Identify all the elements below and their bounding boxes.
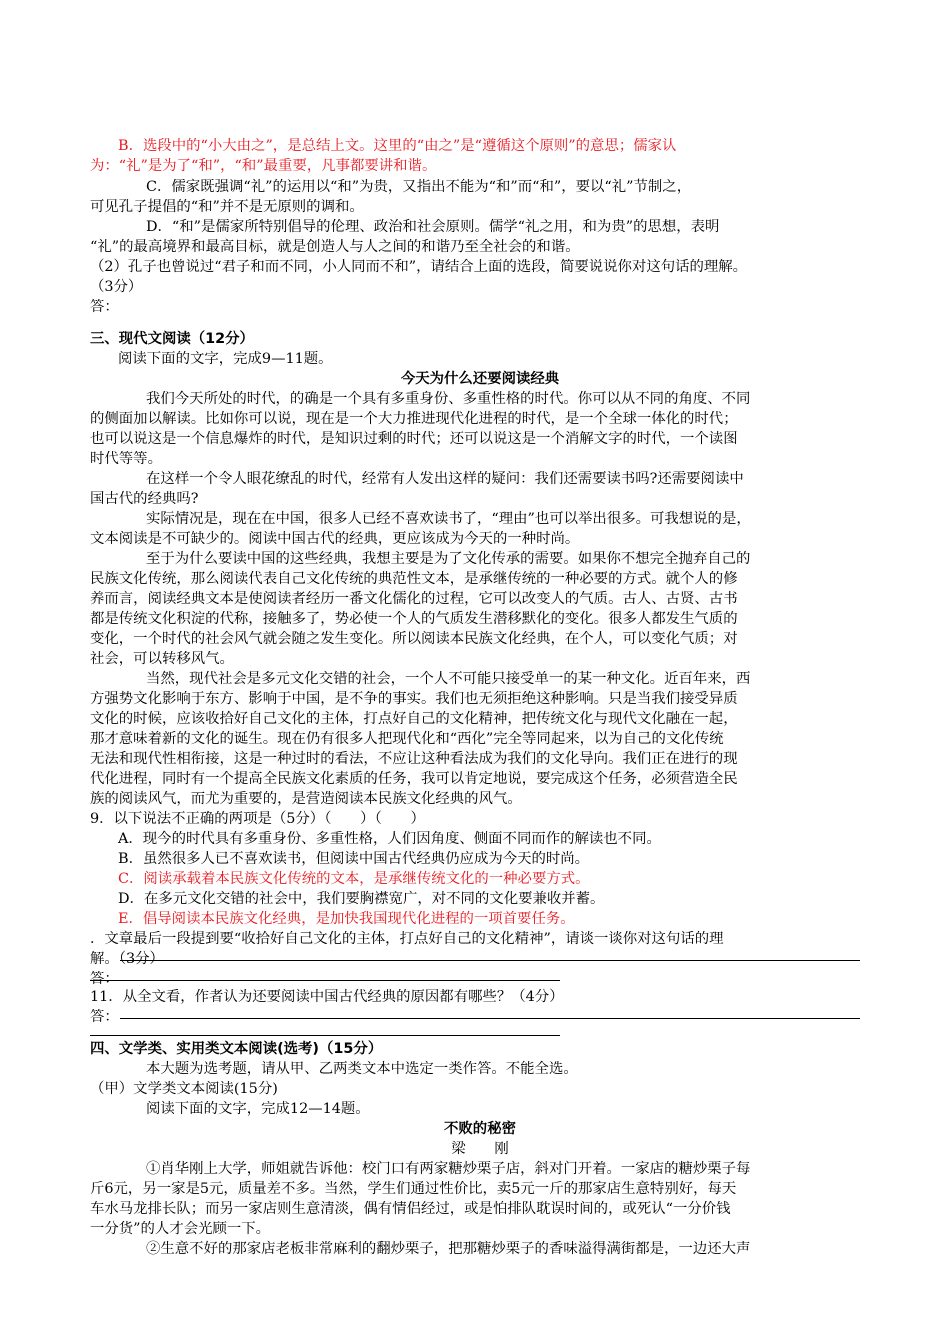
paragraph-line: 至于为什么要读中国的这些经典，我想主要是为了文化传承的需要。如果你不想完全抛弃自己的 xyxy=(146,551,751,567)
paragraph-line: 那才意味着新的文化的诞生。现在仍有很多人把现代化和“西化”完全等同起来，以为自己的文化传统 xyxy=(90,731,724,747)
paragraph-line: 在这样一个令人眼花缭乱的时代，经常有人发出这样的疑问：我们还需要读书吗?还需要阅读中 xyxy=(146,471,744,487)
article-title: 今天为什么还要阅读经典 xyxy=(400,371,560,387)
option-b-line-1: B．选段中的“小大由之”，是总结上文。这里的“由之”是“遵循这个原则”的意思；儒家认 xyxy=(118,138,677,154)
paragraph-line: 的侧面加以解读。比如你可以说，现在是一个大力推进现代化进程的时代，是一个全球一体化的时代； xyxy=(90,411,738,427)
paragraph-line: 当然，现代社会是多元文化交错的社会，一个人不可能只接受单一的某一种文化。近百年来，西 xyxy=(146,671,751,687)
paragraph-line: 族的阅读风气，而尤为重要的，是营造阅读本民族文化经典的风气。 xyxy=(90,791,522,807)
answer-line xyxy=(120,1018,860,1019)
question-10-stem: ．文章最后一段提到要“收拾好自己文化的主体，打点好自己的文化精神”，请谈一谈你对这句话的理 xyxy=(90,931,724,947)
story-paragraph-line: 一分货”的人才会光顾一下。 xyxy=(90,1221,271,1237)
story-paragraph-line: 车水马龙排长队；而另一家店则生意清淡，偶有情侣经过，或是怕排队耽误时间的，或死认“一分价钱 xyxy=(90,1201,731,1217)
question-9-option-d: D．在多元文化交错的社会中，我们要胸襟宽广，对不同的文化要兼收并蓄。 xyxy=(118,891,605,907)
answer-line xyxy=(120,960,860,961)
paragraph-line: 实际情况是，现在在中国，很多人已经不喜欢读书了，“理由”也可以举出很多。可我想说的是， xyxy=(146,511,751,527)
question-11-stem: 11．从全文看，作者认为还要阅读中国古代经典的原因都有哪些？（4分） xyxy=(90,989,564,1005)
section-4-part-a-instruction: 阅读下面的文字，完成12—14题。 xyxy=(146,1101,370,1117)
question-8-2-line-1: （2）孔子也曾说过“君子和而不同，小人同而不和”，请结合上面的选段，简要说说你对这句话的理解。 xyxy=(90,259,748,275)
answer-line xyxy=(90,1035,560,1036)
story-title: 不败的秘密 xyxy=(444,1121,516,1137)
paragraph-line: 民族文化传统，那么阅读代表自己文化传统的典范性文本，是承继传统的一种必要的方式。就个人的修 xyxy=(90,571,738,587)
section-4-part-a: （甲）文学类文本阅读(15分) xyxy=(90,1081,278,1097)
story-paragraph-line: 斤6元，另一家是5元，质量差不多。当然，学生们通过性价比，卖5元一斤的那家店生意特别好，每天 xyxy=(90,1181,737,1197)
section-4-heading: 四、文学类、实用类文本阅读(选考)（15分） xyxy=(90,1041,383,1057)
question-9-stem: 9．以下说法不正确的两项是（5分）（ ）（ ） xyxy=(90,811,425,827)
option-d-line-2: “礼”的最高境界和最高目标，就是创造人与人之间的和谐乃至全社会的和谐。 xyxy=(90,239,580,255)
paragraph-line: 我们今天所处的时代，的确是一个具有多重身份、多重性格的时代。你可以从不同的角度、不同 xyxy=(146,391,751,407)
story-paragraph-line: ②生意不好的那家店老板非常麻利的翻炒栗子，把那糖炒栗子的香味溢得满街都是，一边还大声 xyxy=(146,1241,751,1257)
question-9-option-b: B．虽然很多人已不喜欢读书，但阅读中国古代经典仍应成为今天的时尚。 xyxy=(118,851,590,867)
answer-line xyxy=(90,980,560,981)
question-11-answer-label: 答： xyxy=(90,1009,119,1025)
paragraph-line: 国古代的经典吗? xyxy=(90,491,199,507)
section-3-heading: 三、现代文阅读（12分） xyxy=(90,331,254,347)
question-9-option-a: A．现今的时代具有多重身份、多重性格，人们因角度、侧面不同而作的解读也不同。 xyxy=(118,831,661,847)
story-paragraph-line: ①肖华刚上大学，师姐就告诉他：校门口有两家糖炒栗子店，斜对门开着。一家店的糖炒栗子每 xyxy=(146,1161,751,1177)
option-c-line-1: C．儒家既强调“礼”的运用以“和”为贵，又指出不能为“和”而“和”，要以“礼”节制之， xyxy=(146,179,692,195)
paragraph-line: 也可以说这是一个信息爆炸的时代，是知识过剩的时代；还可以说这是一个消解文字的时代，一个读图 xyxy=(90,431,738,447)
option-c-line-2: 可见孔子提倡的“和”并不是无原则的调和。 xyxy=(90,199,364,215)
paragraph-line: 养而言，阅读经典文本是使阅读者经历一番文化儒化的过程，它可以改变人的气质。古人、古贤、古书 xyxy=(90,591,738,607)
paragraph-line: 都是传统文化积淀的代称，接触多了，势必使一个人的气质发生潜移默化的变化。很多人都发生气质的 xyxy=(90,611,738,627)
paragraph-line: 代化进程，同时有一个提高全民族文化素质的任务，我可以肯定地说，要完成这个任务，必须营造全民 xyxy=(90,771,738,787)
paragraph-line: 文本阅读是不可缺少的。阅读中国古代的经典，更应该成为今天的一种时尚。 xyxy=(90,531,580,547)
question-10-answer-label: 答： xyxy=(90,971,119,987)
story-author: 梁 刚 xyxy=(451,1141,509,1157)
section-4-instruction: 本大题为选考题，请从甲、乙两类文本中选定一类作答。不能全选。 xyxy=(146,1061,578,1077)
option-d-line-1: D．“和”是儒家所特别倡导的伦理、政治和社会原则。儒学“礼之用，和为贵”的思想，表明 xyxy=(146,219,720,235)
section-3-instruction: 阅读下面的文字，完成9—11题。 xyxy=(118,351,333,367)
question-10-score: 解。（3分） xyxy=(90,951,164,967)
paragraph-line: 时代等等。 xyxy=(90,451,162,467)
paragraph-line: 无法和现代性相衔接，这是一种过时的看法，不应让这种看法成为我们的文化导向。我们正在进行的现 xyxy=(90,751,738,767)
question-9-option-e: E．倡导阅读本民族文化经典，是加快我国现代化进程的一项首要任务。 xyxy=(118,911,575,927)
paragraph-line: 社会，可以转移风气。 xyxy=(90,651,234,667)
paragraph-line: 文化的时候，应该收拾好自己文化的主体，打点好自己的文化精神，把传统文化与现代文化融在一起， xyxy=(90,711,738,727)
paragraph-line: 变化，一个时代的社会风气就会随之发生变化。所以阅读本民族文化经典，在个人，可以变化气质；对 xyxy=(90,631,738,647)
answer-label: 答： xyxy=(90,299,119,315)
paragraph-line: 方强势文化影响于东方、影响于中国，是不争的事实。我们也无须拒绝这种影响。只是当我们接受异质 xyxy=(90,691,738,707)
question-9-option-c: C．阅读承载着本民族文化传统的文本，是承继传统文化的一种必要方式。 xyxy=(118,871,590,887)
option-b-line-2: 为：“礼”是为了“和”，“和”最重要，凡事都要讲和谐。 xyxy=(90,158,437,174)
question-8-2-score: （3分） xyxy=(90,279,143,295)
